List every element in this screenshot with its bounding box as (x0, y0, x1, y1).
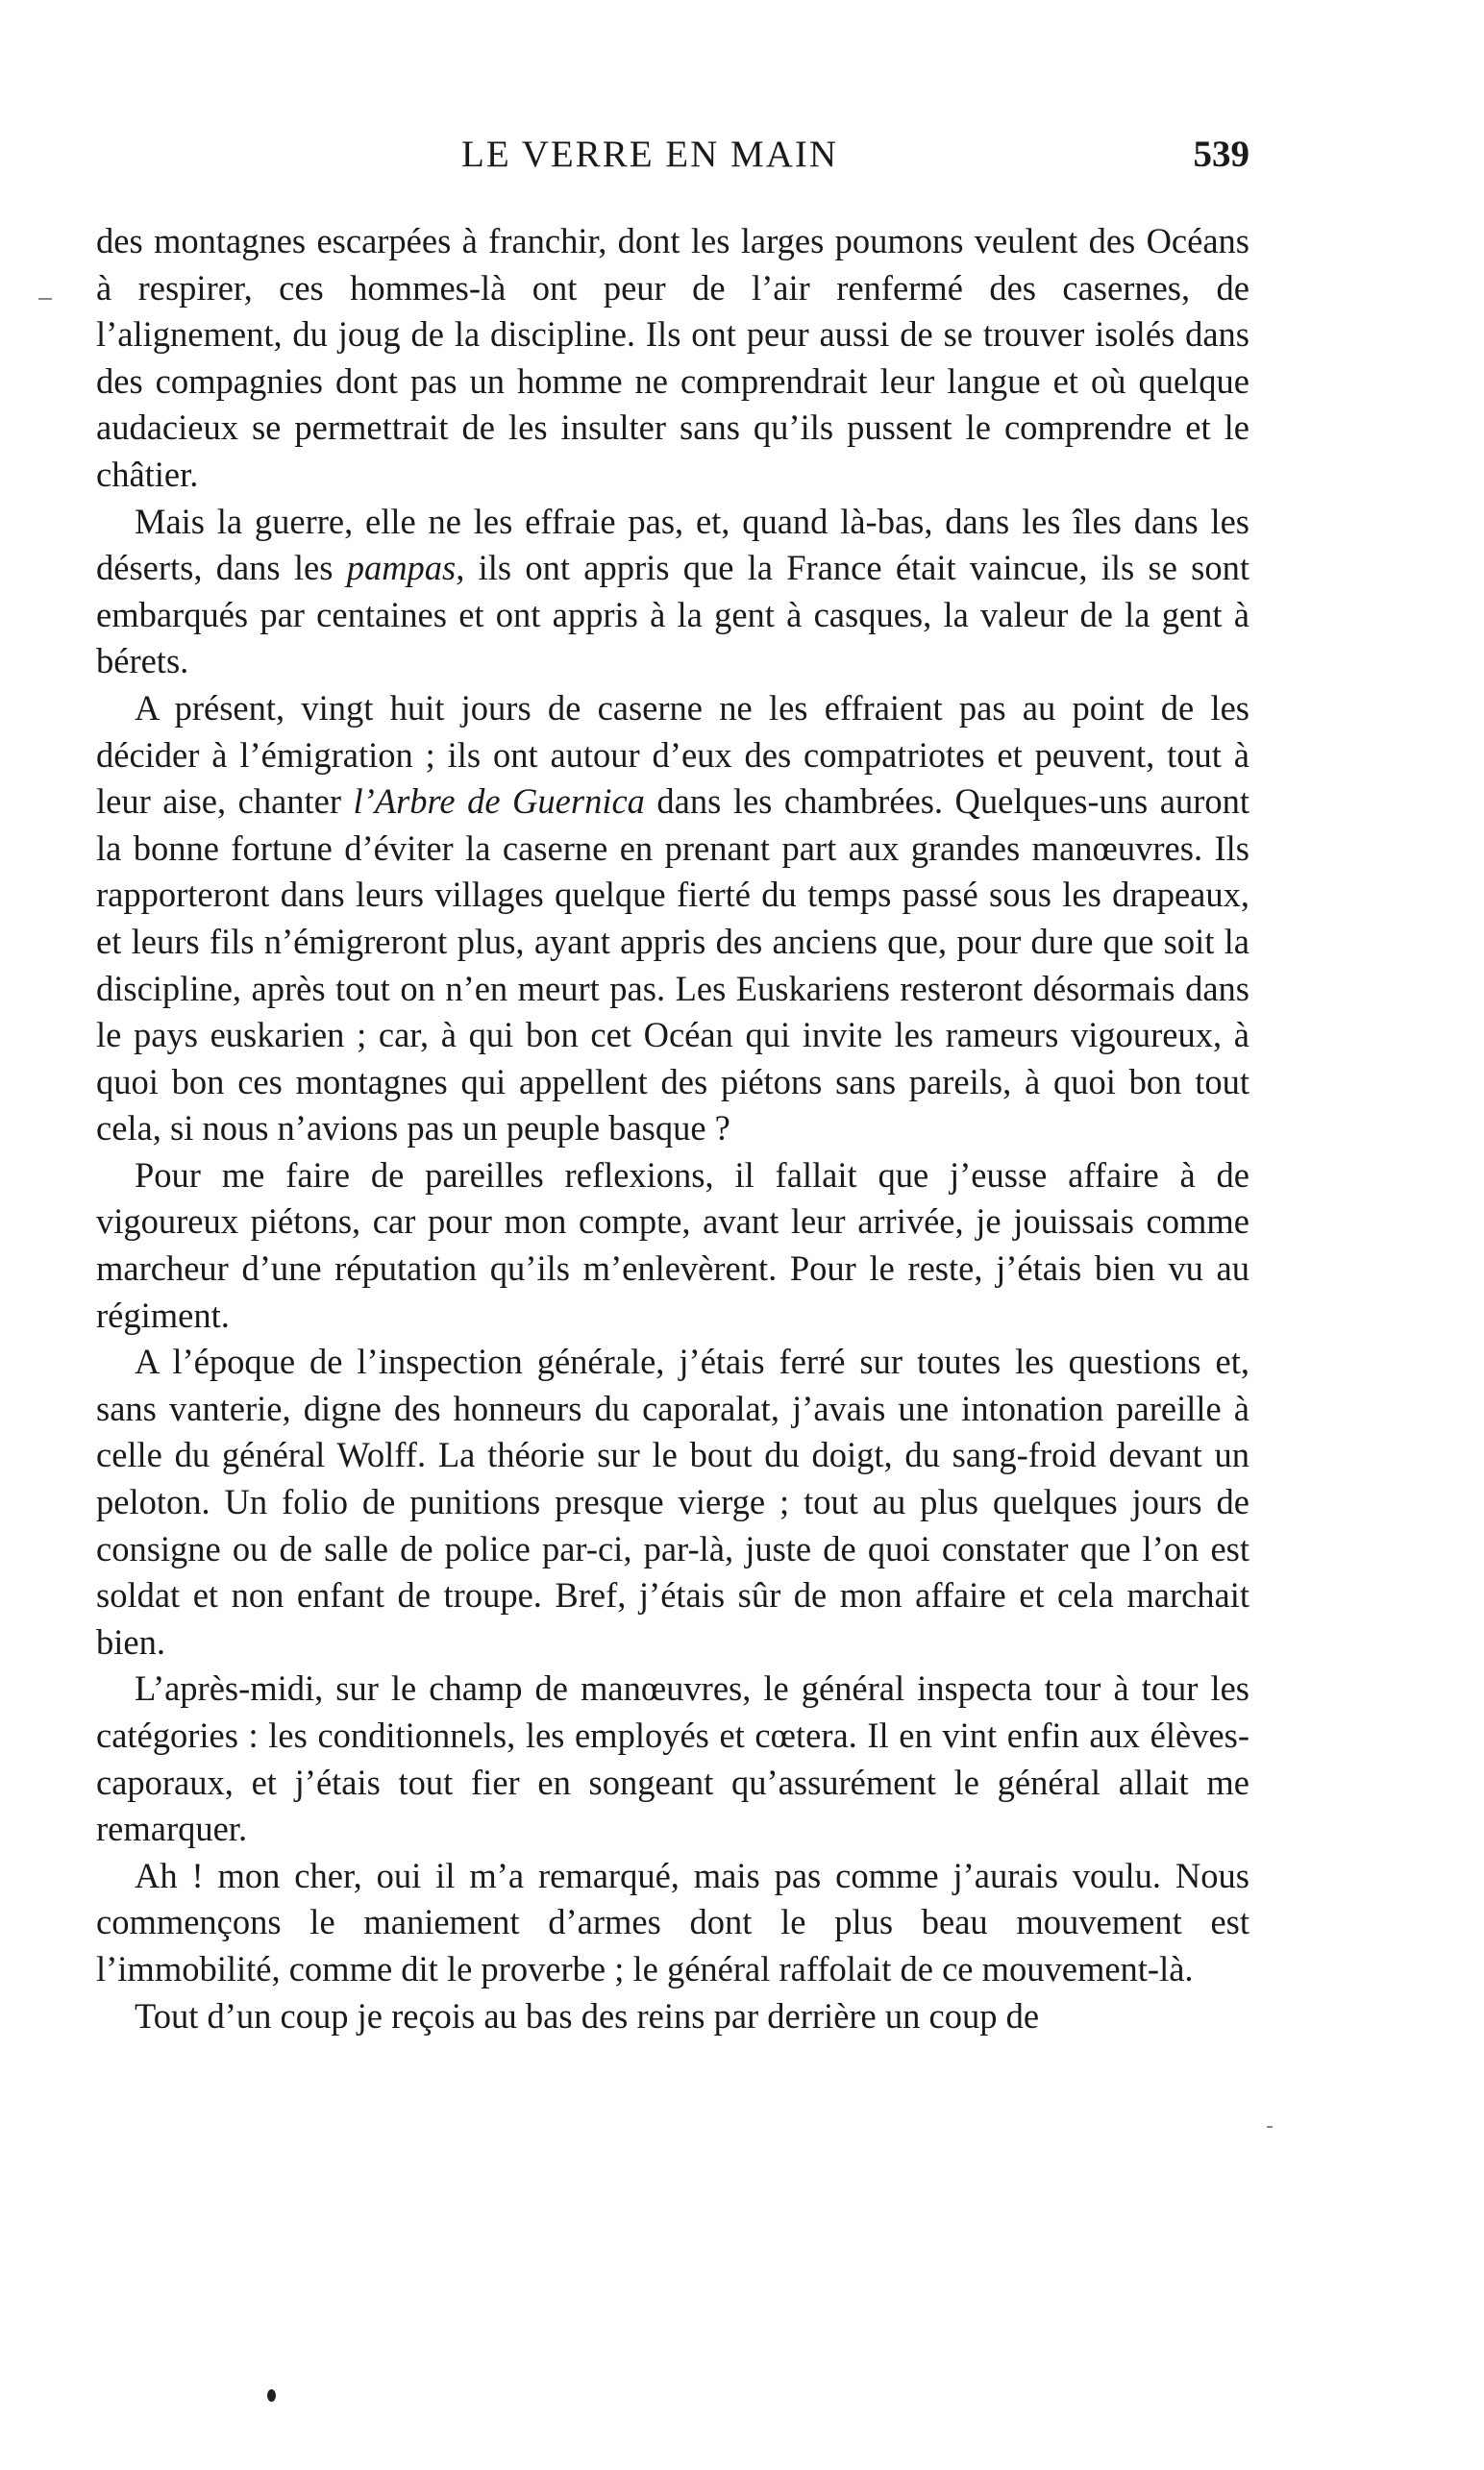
ink-dot (267, 2389, 276, 2402)
text-run: ils ont appris que la France était vaincue, ils se sont embarqués par centaines et ont appris à la gent à casques, la valeur de la gent à bérets. (96, 548, 1249, 681)
page-header (96, 133, 1249, 190)
running-title: LE VERRE EN MAIN (461, 134, 839, 175)
paragraph: A l’époque de l’inspection générale, j’étais ferré sur toutes les questions et, sans vanterie, digne des honneurs du caporalat, j’avais une intonation pareille à celle du général Wolff. La théorie sur le bout du doigt, du sang-froid devant un peloton. Un folio de punitions presque vierge ; tout au plus quelques jours de consigne ou de salle de police par-ci, par-là, juste de quoi constater que l’on est soldat et non enfant de troupe. Bref, j’étais sûr de mon affaire et cela marchait bien. (96, 1342, 1249, 1662)
text-run: dans les chambrées. Quelques-uns auront la bonne fortune d’éviter la caserne en prenant part aux grandes manœuvres. Ils rapporteront dans leurs villages quelque fierté du temps passé sous les drapeaux, et leurs fils n’émigreront plus, ayant appris des anciens que, pour dure que soit la discipline, après tout on n’en meurt pas. Les Euskariens resteront désormais dans le pays euskarien ; car, à qui bon cet Océan qui invite les rameurs vigoureux, à quoi bon ces montagnes qui appellent des piétons sans pareils, à quoi bon tout cela, si nous n’avions pas un peuple basque ? (96, 781, 1250, 1149)
page-number: 539 (1193, 134, 1249, 175)
paragraph: des montagnes escarpées à franchir, dont les larges poumons veulent des Océans à respirer, ces hommes-là ont peur de l’air renfermé des casernes, de l’alignement, du joug de la discipline. Ils ont peur aussi de se trouver isolés dans des compagnies dont pas un homme ne comprendrait leur langue et où quelque audacieux se permettrait de les insulter sans qu’ils pussent le comprendre et le châtier. (96, 221, 1249, 494)
scan-speck (1267, 2126, 1273, 2128)
scan-speck (38, 298, 52, 300)
paragraph: Tout d’un coup je reçois au bas des reins par derrière un coup de (135, 1995, 1040, 2036)
paragraph: Ah ! mon cher, oui il m’a remarqué, mais pas comme j’aurais voulu. Nous commençons le maniement d’armes dont le plus beau mouvement est l’immobilité, comme dit le proverbe ; le général raffolait de ce mouvement-là. (96, 1855, 1249, 1988)
italic-text: l’Arbre de Guernica (353, 781, 645, 822)
text-run: Mais la guerre, elle ne les effraie pas, et, quand là-bas, dans les îles dans les déserts, dans les (96, 501, 1249, 588)
paragraph: Pour me faire de pareilles reflexions, il fallait que j’eusse affaire à de vigoureux piétons, car pour mon compte, avant leur arrivée, je jouissais comme marcheur d’une réputation qu’ils m’enlevèrent. Pour le reste, j’étais bien vu au régiment. (96, 1154, 1249, 1335)
italic-text: pampas, (346, 548, 465, 588)
text-run: A présent, vingt huit jours de caserne ne les effraient pas au point de les décider à l’émigration ; ils ont autour d’eux des compatriotes et peuvent, tout à leur aise, chanter (96, 687, 1249, 822)
paragraph (96, 499, 1249, 685)
paragraph: L’après-midi, sur le champ de manœuvres, le général inspecta tour à tour les catégories : les conditionnels, les employés et cœtera. Il en vint enfin aux élèves-caporaux, et j’étais tout fier en songeant qu’assurément le général allait me remarquer. (96, 1668, 1249, 1849)
body-text (96, 218, 1249, 2039)
paragraph (96, 685, 1249, 1152)
